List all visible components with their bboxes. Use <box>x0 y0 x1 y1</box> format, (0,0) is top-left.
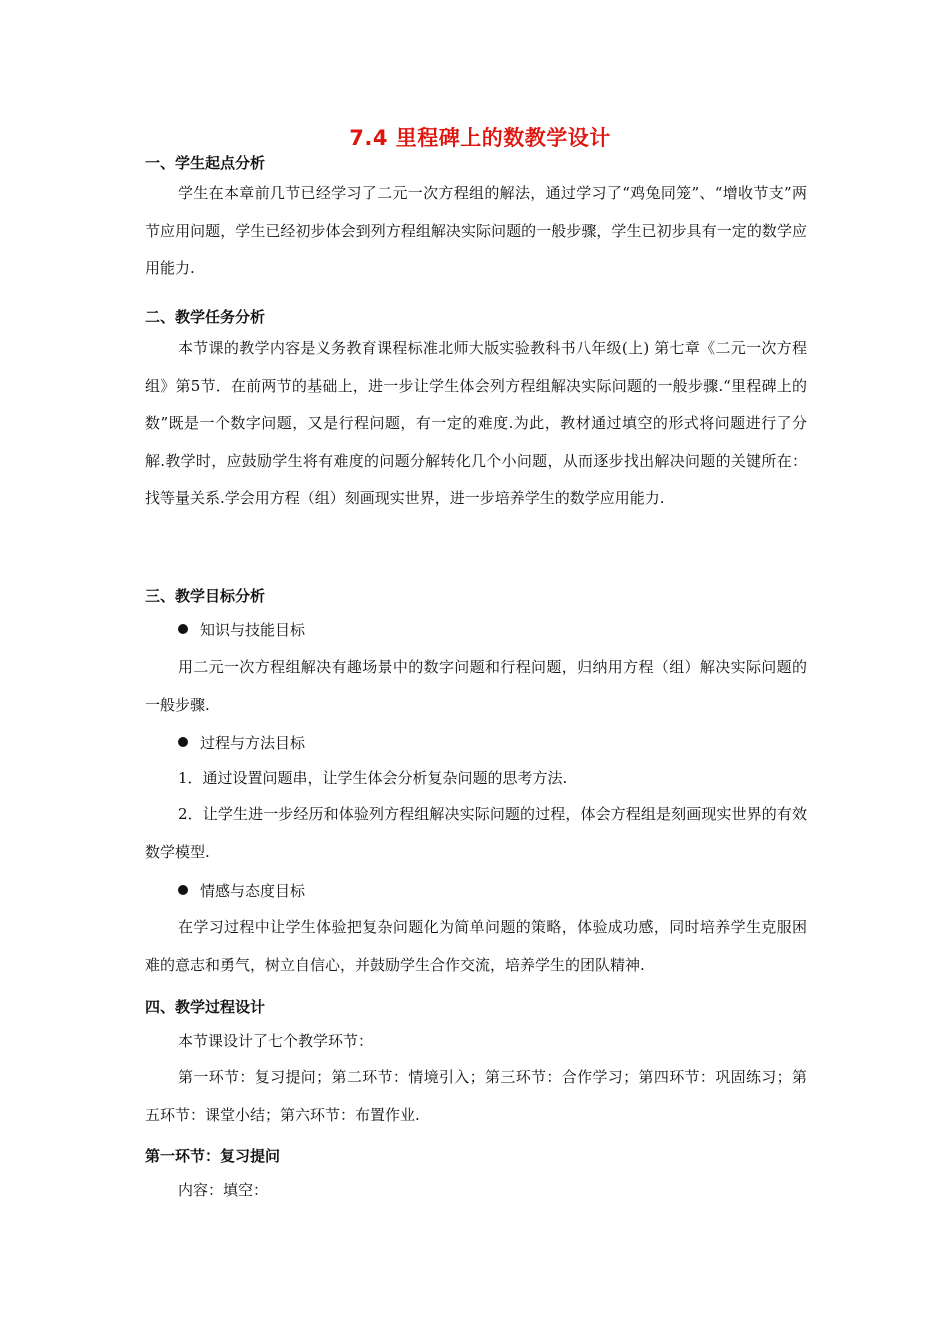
objective-item-1: 1．通过设置问题串，让学生体会分析复杂问题的思考方法. <box>178 769 568 787</box>
section-heading-process-design: 四、教学过程设计 <box>145 998 266 1016</box>
step-one-content: 内容：填空： <box>178 1181 269 1199</box>
paragraph-emotion-attitude: 在学习过程中让学生体验把复杂问题化为简单问题的策略，体验成功感，同时培养学生克服困难的意志和勇气，树立自信心，并鼓励学生合作交流，培养学生的团队精神. <box>145 918 807 974</box>
bullet-dot-icon <box>178 885 188 895</box>
section-heading-step-one: 第一环节：复习提问 <box>145 1147 281 1165</box>
section-heading-student-analysis: 一、学生起点分析 <box>145 154 266 172</box>
bullet-dot-icon <box>178 624 188 634</box>
paragraph-process-steps: 第一环节：复习提问；第二环节：情境引入；第三环节：合作学习；第四环节：巩固练习；第五环节：课堂小结；第六环节：布置作业. <box>145 1068 807 1124</box>
section-heading-objective-analysis: 三、教学目标分析 <box>145 587 266 605</box>
bullet-dot-icon <box>178 737 188 747</box>
objective-item-2: 2．让学生进一步经历和体验列方程组解决实际问题的过程，体会方程组是刻画现实世界的有效数学模型. <box>145 805 807 861</box>
bullet-emotion-attitude: 情感与态度目标 <box>178 881 305 901</box>
document-title: 7.4 里程碑上的数教学设计 <box>349 126 611 150</box>
bullet-knowledge-skills: 知识与技能目标 <box>178 620 305 640</box>
bullet-process-methods: 过程与方法目标 <box>178 733 305 753</box>
paragraph-task-analysis: 本节课的教学内容是义务教育课程标准北师大版实验教科书八年级(上) 第七章《二元一次方程组》第5节．在前两节的基础上，进一步让学生体会列方程组解决实际问题的一般步骤.“里程碑上的数”既是一个数字问题，又是行程问题，有一定的难度.为此，教材通过填空的形式将问题进行了分解.教学时，应鼓励学生将有难度的问题分解转化几个小问题，从而逐步找出解决问题的关键所在：找等量关系.学会用方程（组）刻画现实世界，进一步培养学生的数学应用能力. <box>145 339 807 507</box>
section-heading-task-analysis: 二、教学任务分析 <box>145 308 266 326</box>
process-intro-line: 本节课设计了七个教学环节： <box>178 1032 374 1050</box>
paragraph-student-analysis: 学生在本章前几节已经学习了二元一次方程组的解法，通过学习了“鸡兔同笼”、“增收节支”两节应用问题，学生已经初步体会到列方程组解决实际问题的一般步骤，学生已初步具有一定的数学应用能力. <box>145 184 807 277</box>
paragraph-knowledge-skills: 用二元一次方程组解决有趣场景中的数字问题和行程问题，归纳用方程（组）解决实际问题的一般步骤. <box>145 658 807 714</box>
